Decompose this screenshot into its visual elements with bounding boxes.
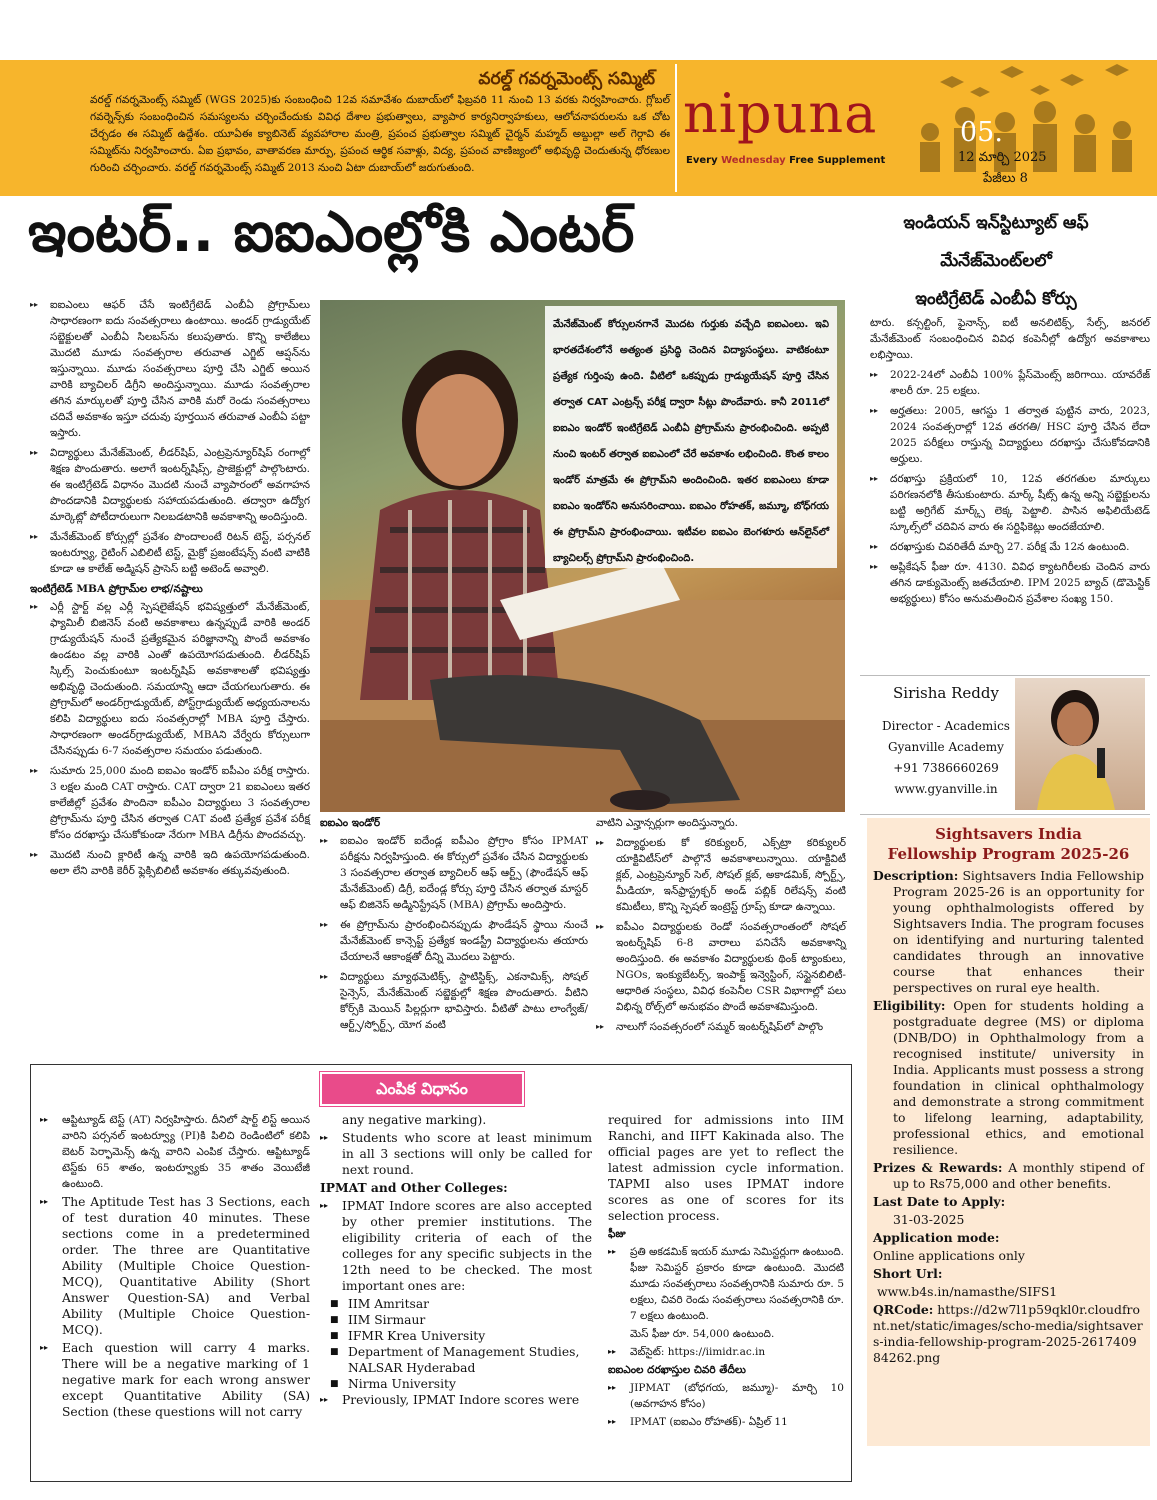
list-item: ■ Nirma University	[320, 1376, 592, 1392]
paragraph: required for admissions into IIM Ranchi, and IIFT Kakinada also. The official pages are yet to reflect the latest admission cycle information. TAPMI also uses IPMAT indore scores as one of scores for its selection process.	[608, 1113, 844, 1223]
selection-col-2	[320, 1112, 592, 1410]
paragraph: ▸▸ దరఖాస్తు ప్రక్రియలో 10, 12వ తరగతుల మార్కులు పరిగణనలోకి తీసుకుంటారు. మార్క్ షీట్స్ ఉన్న అన్ని సబ్జెక్టులను బట్టి అగ్రిగేట్ మార్క్స్ లెక్క పెట్టాలి. పాసిన అఫిలియేటెడ్ స్కూల్స్‌లో చదివిన వారు ఈ సర్టిఫికెట్లు అందజేయాలి.	[870, 471, 1150, 535]
author-role: Director - Academics	[882, 719, 1010, 733]
wgs-title: వరల్డ్ గవర్నమెంట్స్ సమ్మిట్	[478, 69, 655, 89]
paragraph: ▸▸ JIPMAT (బోధగయ, జమ్మూ)- మార్చి 10 (అవగాహన కోసం)	[608, 1380, 844, 1412]
paragraph: ▸▸ ఎర్లీ స్టార్ట్ వల్ల ఎర్లీ స్పెషలైజేషన్ భవిష్యత్తులో మేనేజ్‌మెంట్, ఫ్యామిలీ బిజినెస్ వంటి అవకాశాలు ఉన్నప్పుడే వారికి అండర్ గ్రాడ్యుయేషన్ నుంచే ప్రత్యేకమైన పరిజ్ఞానాన్ని పొందే అవకాశం ఉండటం వల్ల వారికి ఎంతో ఉపయోగపడుతుంది. లీడర్‌షిప్ స్కిల్స్ పెంచుకుంటూ ఇంటర్న్‌షిప్ అవకాశాలతో భవిష్యత్తు అభివృద్ధి చెందుతుంది. సమయాన్ని ఆదా చేయగలుగుతారు. ఈ ప్రోగ్రామ్‌లో అండర్‌గ్రాడ్యుయేట్, పోస్ట్‌గ్రాడ్యుయేట్ అధ్యయనాలను కలిపి విద్యార్థులు ఐదు సంవత్సరాల్లో MBA పూర్తి చేస్తారు. సాధారణంగా అండర్‌గ్రాడ్యుయేట్, MBAని వేర్వేరు కోర్సులుగా చేసినప్పుడు 6-7 సంవత్సరాల సమయం పడుతుంది.	[30, 599, 310, 759]
subheading: IPMAT and Other Colleges:	[320, 1180, 508, 1195]
right-headline-line: ఇంటిగ్రేటెడ్ ఎంబీఏ కోర్సు	[915, 289, 1077, 309]
author-website: www.gyanville.in	[894, 782, 998, 796]
author-details	[876, 716, 1016, 800]
paragraph: ▸▸ అర్హతలు: 2005, ఆగస్టు 1 తర్వాత పుట్టిన వారు, 2023, 2024 సంవత్సరాల్లో 12వ తరగతి/ HSC పూర్తి చేసిన లేదా 2025 పరీక్షలు రాస్తున్న విద్యార్థులు దరఖాస్తు చేసుకోవడానికి అర్హులు.	[870, 403, 1150, 467]
selection-banner: ఎంపిక విధానం	[320, 1072, 524, 1106]
column-3	[596, 815, 846, 1039]
sightsavers-title: Sightsavers India Fellowship Program 2025-26	[887, 825, 1130, 863]
paragraph: ▸▸ మొదటి నుంచి క్లారిటీ ఉన్న వారికి ఇది ఉపయోగపడుతుంది. అలా లేని వారికి కెరీర్ ఫ్లెక్సిబిలిటీ అవకాశం తక్కువవుతుంది.	[30, 847, 310, 879]
author-phone: +91 7386660269	[893, 761, 999, 775]
right-column	[870, 315, 1150, 611]
paragraph: ▸▸ మేనేజ్‌మెంట్ కోర్సుల్లో ప్రవేశం పొందాలంటే రిటన్ టెస్ట్, పర్సనల్ ఇంటర్వ్యూ, రైటింగ్ ఎబిలిటీ టెస్ట్, మైక్రో ప్రజంటేషన్స్ వంటి వాటికి కూడా ఆ కాలేజ్ అడ్మిషన్ ప్రాసెస్ బట్టి అటెండ్ అవ్వాలి.	[30, 529, 310, 577]
nipuna-logo: nipuna	[683, 82, 878, 145]
paragraph: ▸▸ Each question will carry 4 marks. There will be a negative marking of 1 negative mark for each wrong answer except Quantitative Ability (SA) Section (these questions will not carry	[40, 1340, 310, 1420]
main-headline: ఇంటర్.. ఐఐఎంల్లోకి ఎంటర్	[28, 200, 635, 265]
header-divider	[675, 64, 677, 192]
selection-col-1	[40, 1112, 310, 1422]
paragraph: ▸▸ ఈ ప్రోగ్రామ్‌ను ప్రారంభించినప్పుడు ఫౌండేషన్ స్థాయి నుంచే మేనేజ్‌మెంట్ కాన్సెప్ట్ ప్రత్యేక ఇండస్ట్రీ విద్యార్థులను తయారు చేయాలనే ఆకాంక్షతో దీన్ని మొదలు పెట్టారు.	[320, 917, 588, 965]
paragraph: ▸▸ IPMAT Indore scores are also accepted by other premier institutions. The eligibility criteria of each of the colleges for any specific subjects in the 12th need to be checked. The most important ones are:	[320, 1198, 592, 1294]
paragraph: ▸▸ ప్రతి అకడమిక్ ఇయర్ మూడు సెమిస్టర్లుగా ఉంటుంది. ఫీజు సెమిస్టర్ ప్రకారం కూడా ఉంటుంది. మొదటి మూడు సంవత్సరాలు సంవత్సరానికి సుమారు రూ. 5 లక్షలు, చివరి రెండు సంవత్సరాలు సంవత్సరానికి రూ. 7 లక్షలు ఉంటుంది.	[608, 1244, 844, 1324]
paragraph: ▸▸ సుమారు 25,000 మంది ఐఐఎం ఇండోర్ ఐపీఎం పరీక్ష రాస్తారు. 3 లక్షల మంది CAT రాస్తారు. CAT ద్వారా 21 ఐఐఎంలు ఇతర కాలేజీల్లో ప్రవేశం పొందినా ఐపీఎం విద్యార్థులు 3 సంవత్సరాల ప్రోగ్రామ్‌ను పూర్తి చేసిన తర్వాత CAT వంటి ప్రత్యేక ప్రవేశ పరీక్ష కోసం దరఖాస్తు చేసుకోకుండా నేరుగా MBA డిగ్రీను పొందవచ్చు.	[30, 763, 310, 843]
paragraph: ▸▸ అప్లికేషన్ ఫీజు రూ. 4130. వివిధ క్యాటగిరీలకు చెందిన వారు తగిన డాక్యుమెంట్స్ జతచేయాలి. IPM 2025 బ్యాచ్ (డొమెస్టిక్ అభ్యర్థులు) కోసం అనుమతించిన ప్రవేశాల సంఖ్య 150.	[870, 559, 1150, 607]
paragraph: ▸▸ ఐపీఎం విద్యార్థులకు రెండో సంవత్సరాంతంలో సోషల్ ఇంటర్న్‌షిప్ 6-8 వారాలు పనిచేసే అవకాశాన్ని అందిస్తుంది. ఈ అవకాశం విద్యార్థులకు థింక్ ట్యాంకులు, NGOs, ఇంక్యుబేటర్స్, ఇంపాక్ట్ ఇన్వెస్టింగ్, సస్టైనబిలిటీ-ఆధారిత సంస్థలు, వివిధ కంపెనీల CSR విభాగాల్లో పలు విభిన్న రోల్స్‌లో అనుభవం పొందే అవకాశమిస్తుంది.	[596, 919, 846, 1015]
paragraph: వాటిని ఎన్హాన్సర్లుగా అందిస్తున్నారు.	[596, 817, 738, 829]
paragraph: ▸▸ The Aptitude Test has 3 Sections, each of test duration 40 minutes. These sections come in a predetermined order. The three are Quantitative Ability (Multiple Choice Question-MCQ), Quantitative Ability (Short Answer Question-SA) and Verbal Ability (Multiple Choice Question-MCQ).	[40, 1194, 310, 1338]
list-item: ■ Department of Management Studies, NALSAR Hyderabad	[320, 1344, 592, 1376]
issue-number: 05.	[960, 117, 1003, 148]
paragraph: ▸▸ Students who score at least minimum in all 3 sections will only be called for next round.	[320, 1130, 592, 1178]
paragraph: ▸▸ విద్యార్థులకు కో కరిక్యులర్, ఎక్స్‌ట్రా కరిక్యులర్ యాక్టివిటీస్‌లో పాల్గొనే అవకాశాలున్నాయి. యాక్టివిటీ క్లబ్, ఎంట్రప్రెన్యూర్ సెల్, సోషల్ క్లబ్, అకాడమిక్, స్పోర్ట్స్, మీడియా, ఇన్‌ఫ్రాస్ట్రక్చర్ అండ్ పబ్లిక్ రిలేషన్స్ వంటి కమిటీలు, కొన్ని స్పెషల్ ఇంట్రెస్ట్ గ్రూప్స్ కూడా ఉన్నాయి.	[596, 835, 846, 915]
paragraph: ▸▸ ఐఐఎం ఇండోర్ ఐదేండ్ల ఐపీఎం ప్రోగ్రాం కోసం IPMAT పరీక్షను నిర్వహిస్తుంది. ఈ కోర్సులో ప్రవేశం చేసిన విద్యార్థులకు 3 సంవత్సరాల తర్వాత బ్యాచిలర్ ఆఫ్ ఆర్ట్స్ (ఫౌండేషన్ ఆఫ్ మేనేజ్‌మెంట్) డిగ్రీ, ఐదేండ్ల కోర్సు పూర్తి చేసిన తర్వాత మాస్టర్ ఆఫ్ బిజినెస్ అడ్మినిస్ట్రేషన్ (MBA) ప్రోగ్రామ్ అందిస్తారు.	[320, 833, 588, 913]
subheading: ఐఐఎం ఇండోర్	[320, 817, 381, 829]
paragraph: ▸▸ Previously, IPMAT Indore scores were	[320, 1392, 592, 1408]
paragraph: ▸▸ 2022-24లో ఎంబీఏ 100% ప్లేస్‌మెంట్స్ జరిగాయి. యావరేజ్ శాలరీ రూ. 25 లక్షలు.	[870, 367, 1150, 399]
list-item: ■ IIM Amritsar	[320, 1296, 592, 1312]
photo-caption: మేనేజ్‌మెంట్ కోర్సులనగానే మొదట గుర్తుకు వచ్చేది ఐఐఎంలు. ఇవి భారతదేశంలోనే అత్యంత ప్రసిద్ధి చెందిన విద్యాసంస్థలు. వాటికంటూ ప్రత్యేక గుర్తింపు ఉంది. వీటిలో ఒకప్పుడు గ్రాడ్యుయేషన్ పూర్తి చేసిన తర్వాత CAT ఎంట్రన్స్ పరీక్ష ద్వారా సీట్లు పొందేవారు. కానీ 2011లో ఐఐఎం ఇండోర్ ఇంటిగ్రేటెడ్ ఎంబీఏ ప్రోగ్రామ్‌ను ప్రారంభించింది. అప్పటి నుంచి ఇంటర్ తర్వాత ఐఐఎంలో చేరే అవకాశం లభించింది. కొంత కాలం ఇండోర్ మాత్రమే ఈ ప్రోగ్రామ్‌ని అందించింది. ఇతర ఐఐఎంలు కూడా ఐఐఎం ఇండోర్‌ని అనుసరించాయి. ఐఐఎం రోహతక్, జమ్మూ, బోధ్‌గయ ఈ ప్రోగ్రామ్‌ని ప్రారంభించాయి. ఇటీవల ఐఐఎం బెంగళూరు ఆన్‌లైన్‌లో బ్యాచిలర్స్ ప్రోగ్రామ్‌ని ప్రారంభించింది.	[545, 306, 837, 568]
qr-link[interactable]: https://d2w7l1p59qkl0r.cloudfront.net/static/images/scho-media/sightsavers-india-fellowship-program-2025-261740984262.png	[873, 1302, 1143, 1365]
paragraph: టారు. కన్సల్టింగ్, ఫైనాన్స్, ఐటీ అనలిటిక్స్, సేల్స్, జనరల్ మేనేజ్‌మెంట్ సంబంధించిన వివిధ కంపెనీల్లో ఉద్యోగ అవకాశాలు లభిస్తాయి.	[870, 317, 1150, 361]
paragraph: ▸▸ ఐఐఎంలు ఆఫర్ చేసే ఇంటిగ్రేటెడ్ ఎంబీఏ ప్రోగ్రామ్‌లు సాధారణంగా ఐదు సంవత్సరాలు ఉంటాయి. అండర్ గ్రాడ్యుయేట్ సబ్జెక్టులతో ఎంబీఏ సిలబస్‌ను కలుపుతారు. కొన్ని కాలేజీలు మొదటి మూడు సంవత్సరాల తరువాత ఎగ్జిట్ ఆప్షన్‌ను ఇస్తున్నాయి. మూడు సంవత్సరాలు పూర్తి చేసి ఎగ్జిట్ అయిన వారికి బ్యాచిలర్ డిగ్రీని అందిస్తున్నాయి. మూడు సంవత్సరాల తగిన మార్కులతో పూర్తి చేసిన వారికి మరో రెండు సంవత్సరాలు చదివే అవకాశం ఇస్తూ చదువు పూర్తయిన తరువాత ఎంబీఏ పట్టా ఇస్తారు.	[30, 297, 310, 441]
right-headline-line: ఇండియన్ ఇన్‌స్టిట్యూట్ ఆఫ్	[903, 213, 1089, 233]
right-headline-line: మేనేజ్‌మెంట్‌లలో	[940, 251, 1052, 271]
paragraph: ▸▸ IPMAT (ఐఐఎం రోహతక్)- ఏప్రిల్ 11	[608, 1414, 844, 1430]
sightsavers-body: Description: Sightsavers India Fellowship Program 2025-26 is an opportunity for young ophthalmologists offered by Sightsavers India. The program focuses on identifying and nurturing talented candidates through an innovative course that enhances their perspectives on rural eye health. Eligibility: Open for students holding a postgraduate degree (MS) or diploma (DNB/DO) in Ophthalmology from a recognised institute/ university in India. Applicants must possess a strong foundation in clinical ophthalmology and demonstrate a strong commitment to lifelong learning, adaptability, professional ethics, and emotional resilience. Prizes & Rewards: A monthly stipend of up to Rs75,000 and other benefits. Last Date to Apply: 31-03-2025 Application mode: Online applications only Short Url: www.b4s.in/namasthe/SIFS1 QRCode: https://d2w7l1p59qkl0r.cloudfront.net/static/images/scho-media/sightsavers-india-fellowship-program-2025-261740984262.png	[873, 868, 1144, 1365]
issue-date: 12 మార్చి 2025	[958, 150, 1047, 165]
column-2	[320, 815, 588, 1037]
website-link[interactable]: ▸▸ వెబ్‌సైట్: https://iimidr.ac.in	[608, 1344, 844, 1360]
wgs-body: వరల్డ్ గవర్నమెంట్స్ సమ్మిట్ (WGS 2025)కు సంబంధించి 12వ సమావేశం దుబాయ్‌లో ఫిబ్రవరి 11 నుంచి 13 వరకు నిర్వహించారు. గ్లోబల్ గవర్నెన్స్‌కు సంబంధించిన సమస్యలను చర్చించేందుకు వివిధ దేశాల ప్రభుత్వాలు, వ్యాపార కార్యనిర్వాహకులు, ఆలోచనాపరులను ఒక చోట చేర్చడం ఈ సమ్మిట్ ఉద్దేశం. యూఏఈ క్యాబినెట్ వ్యవహారాల మంత్రి, ప్రపంచ ప్రభుత్వాల సమ్మిట్ చైర్మన్ మహ్మద్ అబ్దుల్లా అల్ గెర్గావి ఈ సమ్మిట్‌ను నిర్వహించారు. ఏఐ ప్రభావం, వాతావరణ మార్పు, ప్రపంచ ఆర్థిక సవాళ్లు, విద్య, ప్రపంచ వాణిజ్యంలో అభివృద్ధి చెందుతున్న ధోరణుల గురించి చర్చించారు. వరల్డ్ గవర్నమెంట్స్ సమ్మిట్ 2013 నుంచి ఏటా దుబాయ్‌లో జరుగుతుంది.	[90, 94, 670, 174]
paragraph: ▸▸ నాలుగో సంవత్సరంలో సమ్మర్ ఇంటర్న్‌షిప్‌లో పాల్గొం	[596, 1019, 846, 1035]
author-photo	[1015, 678, 1145, 810]
paragraph: ▸▸ దరఖాస్తుకు చివరితేదీ మార్చి 27. పరీక్ష మే 12న ఉంటుంది.	[870, 539, 1150, 555]
page-count: పేజీలు 8	[983, 171, 1028, 186]
subheading: ఇంటిగ్రేటెడ్ MBA ప్రోగ్రామ్‌ల లాభ/నష్టాలు	[30, 583, 203, 595]
paragraph: ▸▸ ఆప్టిట్యూడ్ టెస్ట్ (AT) నిర్వహిస్తారు. దీనిలో షార్ట్ లిస్ట్ అయిన వారిని పర్సనల్ ఇంటర్వ్యూ (PI)కి పిలిచి రెండింటిలో కలిపి బెటర్ పెర్ఫామెన్స్ ఉన్న వారిని ఎంపిక చేస్తారు. ఆప్టిట్యూడ్ టెస్ట్‌కు 65 శాతం, ఇంటర్వ్యూకు 35 శాతం వెయిటేజీ ఉంటుంది.	[40, 1112, 310, 1192]
short-url-link[interactable]: www.b4s.in/namasthe/SIFS1	[877, 1284, 1058, 1299]
paragraph: మెస్ ఫీజు రూ. 54,000 ఉంటుంది.	[630, 1328, 775, 1340]
paragraph: ▸▸ విద్యార్థులు మ్యాథమెటిక్స్, స్టాటిస్టిక్స్, ఎకనామిక్స్, సోషల్ సైన్సెస్, మేనేజ్‌మెంట్ సబ్జెక్టుల్లో శిక్షణ పొందుతారు. వీటిని కోర్స్‌కి మెయిన్ పిల్లర్లుగా భావిస్తారు. వీటితో పాటు లాంగ్వేజ్/ ఆర్ట్స్/స్పోర్ట్స్, యోగ వంటి	[320, 969, 588, 1033]
list-item: ■ IFMR Krea University	[320, 1328, 592, 1344]
subheading: ఐఐఎంల దరఖాస్తుల చివరి తేదీలు	[608, 1364, 746, 1376]
paragraph: any negative marking).	[342, 1113, 487, 1127]
selection-col-3	[608, 1112, 844, 1432]
author-org: Gyanville Academy	[888, 740, 1004, 754]
right-headline	[862, 204, 1130, 318]
author-name: Sirisha Reddy	[893, 684, 999, 702]
paragraph: ▸▸ విద్యార్థులు మేనేజ్‌మెంట్, లీడర్‌షిప్, ఎంట్రప్రెన్యూర్‌షిప్ రంగాల్లో శిక్షణ పొందుతారు. అలాగే ఇంటర్న్‌షిప్స్, ప్రాజెక్టుల్లో పాల్గొంటారు. ఈ ఇంటిగ్రేటెడ్ విధానం మొదటి నుంచే వ్యాపారంలో అవగాహన పొందడానికి విద్యార్థులకు సహాయపడుతుంది. తద్వారా ఉద్యోగ మార్కెట్లో పోటీదారులుగా నిలబడటానికి అవకాశాన్ని అందిస్తుంది.	[30, 445, 310, 525]
supplement-tagline: Every Wednesday Free Supplement	[686, 155, 886, 166]
column-1	[30, 297, 310, 883]
list-item: ■ IIM Sirmaur	[320, 1312, 592, 1328]
subheading: ఫీజు	[608, 1228, 626, 1240]
